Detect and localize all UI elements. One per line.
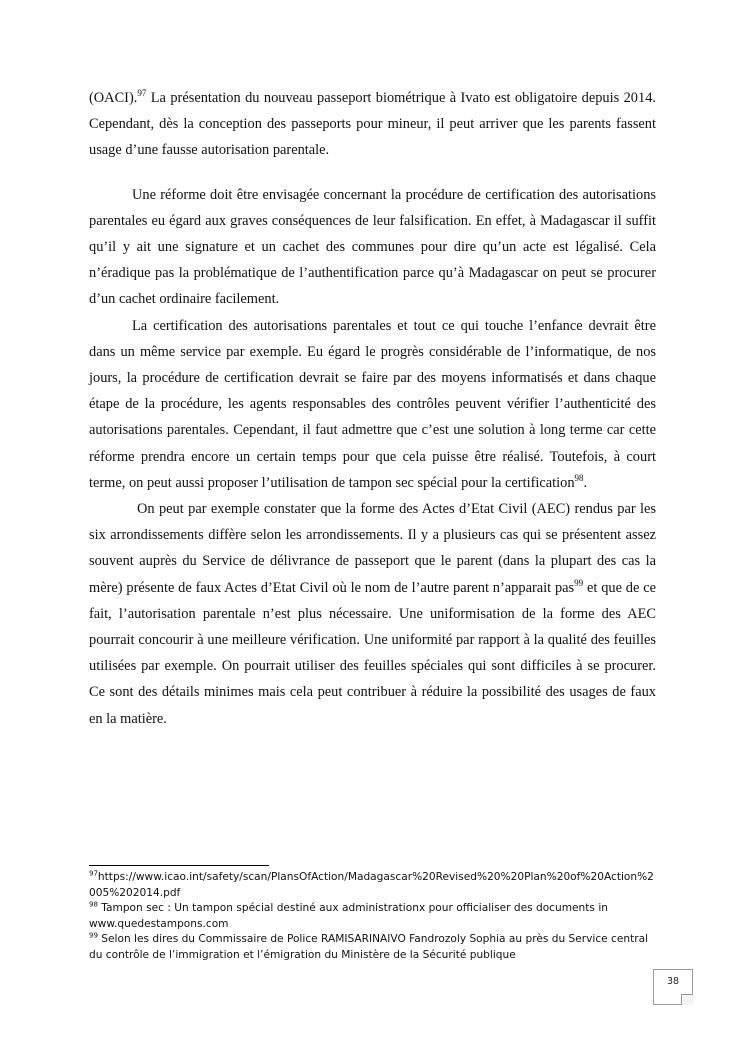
footnote-ref-99[interactable]: 99 <box>574 577 584 588</box>
footnote-number: 99 <box>89 931 98 940</box>
paragraph-4-end: et que de ce fait, l’autorisation parentale n’est plus nécessaire. Une uniformisation de la forme des AEC pourrait concourir à une meilleure vérification. Une uniformité par rapport à la qualité des feuilles utilisées par exemple. On pourrait utiliser des feuilles spéciales qui sont difficiles à se procurer. Ce sont des détails minimes mais cela peut contribuer à réduire la possibilité des usages de faux en la matière. <box>89 579 656 727</box>
paragraph-1 <box>89 85 656 164</box>
paragraph-4-text: On peut par exemple constater que la forme des Actes d’Etat Civil (AEC) rendus par les six arrondissements diffère selon les arrondissements. Il y a plusieurs cas qui se présentent assez souvent auprès du Service de délivrance de passeport que le parent (dans la plupart des cas la mère) présente de faux Actes d’Etat Civil où le nom de l’autre parent n’apparait pas <box>89 501 656 596</box>
page-corner-fold-icon <box>681 994 693 1005</box>
paragraph-3 <box>89 313 656 496</box>
paragraph-1-start: (OACI). <box>89 90 138 106</box>
paragraph-2: Une réforme doit être envisagée concernant la procédure de certification des autorisations parentales eu égard aux graves conséquences de leur falsification. En effet, à Madagascar il suffit qu’il y ait une signature et un cachet des communes pour dire qu’un acte est légalisé. Cela n’éradique pas la problématique de l’authentification parce qu’à Madagascar on peut se procurer d’un cachet ordinaire facilement. <box>89 186 656 308</box>
page-number: 38 <box>666 976 680 987</box>
footnote-link[interactable]: https://www.icao.int/safety/scan/PlansOfAction/Madagascar%20Revised%20%20Plan%20of%20Action%2005%202014.pdf <box>89 871 654 899</box>
footnote-98 <box>89 901 659 932</box>
footnote-ref-98[interactable]: 98 <box>574 473 584 484</box>
footnote-99 <box>89 932 659 963</box>
paragraph-4 <box>89 496 656 732</box>
paragraph-3-text: La certification des autorisations parentales et tout ce qui touche l’enfance devrait être dans un même service par exemple. Eu égard le progrès considérable de l’informatique, de nos jours, la procédure de certification devrait se faire par des moyens informatisés et dans chaque étape de la procédure, les agents responsables des contrôles peuvent vérifier l’authenticité des autorisations parentales. Cependant, il faut admettre que c’est une solution à long terme car cette réforme prendra encore un certain temps pour que cela puisse être réalisé. Toutefois, à court terme, on peut aussi proposer l’utilisation de tampon sec spécial pour la certification <box>89 317 656 491</box>
body-text <box>89 85 656 732</box>
footnote-text: Tampon sec : Un tampon spécial destiné aux administrationx pour officialiser des documents in www.quedestampons.com <box>89 902 608 930</box>
footnote-number: 97 <box>89 869 98 878</box>
footnote-ref-97[interactable]: 97 <box>137 88 147 99</box>
footnote-separator <box>89 865 269 866</box>
footnote-97 <box>89 870 659 901</box>
paragraph-3-end: . <box>583 474 588 491</box>
footnote-text: Selon les dires du Commissaire de Police RAMISARINAIVO Fandrozoly Sophia au près du Service central du contrôle de l’immigration et l’émigration du Ministère de la Sécurité publique <box>89 933 649 961</box>
paragraph-1-text: La présentation du nouveau passeport biométrique à Ivato est obligatoire depuis 2014. Cependant, dès la conception des passeports pour mineur, il peut arriver que les parents fassent usage d’une fausse autorisation parentale. <box>89 90 656 159</box>
footnote-number: 98 <box>89 900 98 909</box>
footnotes <box>89 870 659 963</box>
